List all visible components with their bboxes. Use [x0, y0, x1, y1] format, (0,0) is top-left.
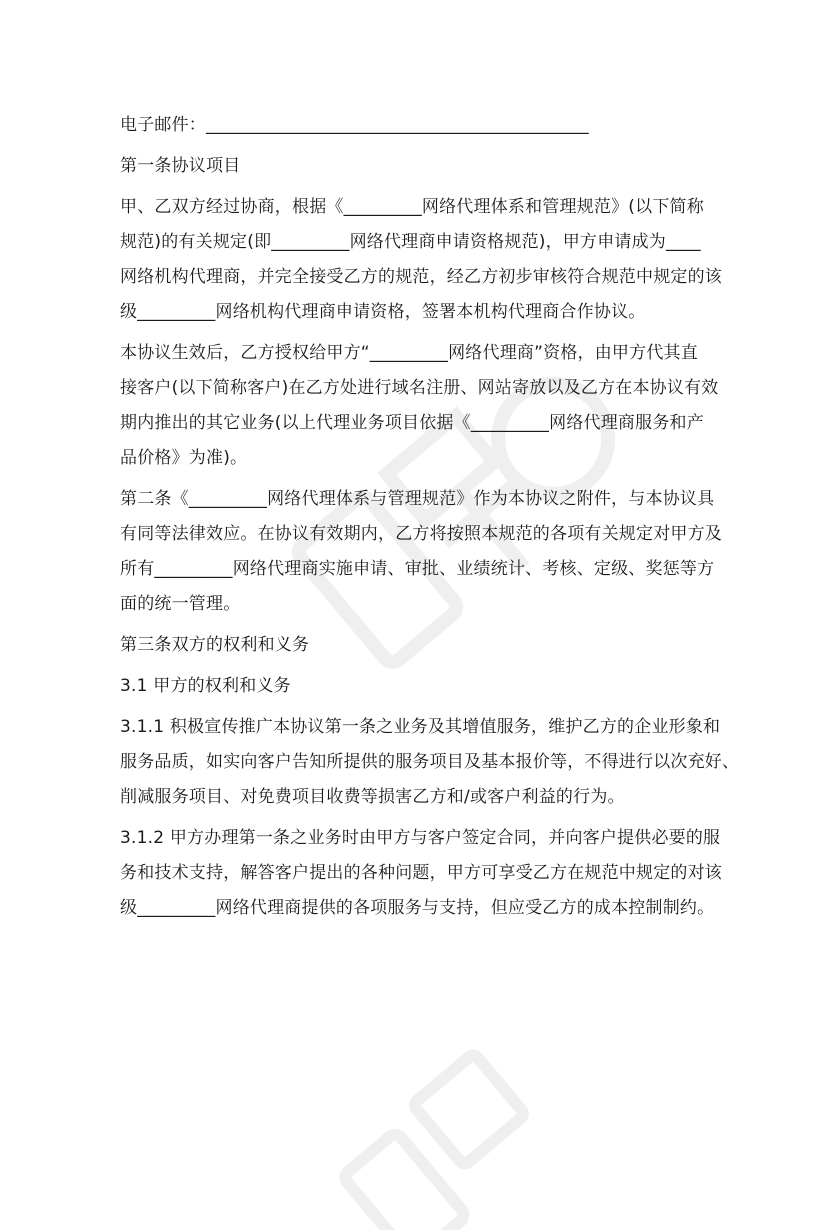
paragraph-line: 品价格》为准)。: [120, 448, 248, 468]
paragraph-line: 3.1.1 积极宣传推广本协议第一条之业务及其增值服务，维护乙方的企业形象和: [120, 717, 721, 737]
paragraph-line: 甲、乙双方经过协商，根据《_________网络代理体系和管理规范》(以下简称: [120, 197, 704, 217]
paragraph-line: 削减服务项目、对免费项目收费等损害乙方和/或客户利益的行为。: [120, 787, 625, 807]
paragraph-line: 级_________网络代理商提供的各项服务与支持，但应受乙方的成本控制制约。: [120, 898, 715, 918]
paragraph-line: 网络机构代理商，并完全接受乙方的规范，经乙方初步审核符合规范中规定的该: [120, 267, 722, 287]
section-3-1-heading: 3.1 甲方的权利和义务: [120, 676, 291, 696]
article-one-heading: 第一条协议项目: [120, 156, 241, 176]
paragraph-line: 规范)的有关规定(即_________网络代理商申请资格规范)，甲方申请成为____: [120, 232, 701, 252]
article-three-heading: 第三条双方的权利和义务: [120, 635, 310, 655]
paragraph-line: 3.1.2 甲方办理第一条之业务时由甲方与客户签定合同，并向客户提供必要的服: [120, 828, 721, 848]
paragraph-line: 期内推出的其它业务(以上代理业务项目依据《_________网络代理商服务和产: [120, 413, 704, 433]
paragraph-line: 服务品质，如实向客户告知所提供的服务项目及基本报价等，不得进行以次充好、: [120, 752, 740, 772]
paragraph-line: 务和技术支持，解答客户提出的各种问题，甲方可享受乙方在规范中规定的对该: [120, 863, 722, 883]
email-line: 电子邮件：____________________________________________: [120, 115, 589, 135]
watermark-graphic-bottom: [300, 1030, 620, 1230]
paragraph-line: 有同等法律效应。在协议有效期内，乙方将按照本规范的各项有关规定对甲方及: [120, 524, 722, 544]
paragraph-line: 所有_________网络代理商实施申请、审批、业绩统计、考核、定级、奖惩等方: [120, 559, 715, 579]
paragraph-line: 面的统一管理。: [120, 594, 241, 614]
paragraph-line: 接客户(以下简称客户)在乙方处进行域名注册、网站寄放以及乙方在本协议有效: [120, 378, 719, 398]
document-body: [120, 108, 740, 926]
paragraph-line: 第二条《_________网络代理体系与管理规范》作为本协议之附件，与本协议具: [120, 489, 715, 509]
paragraph-line: 本协议生效后，乙方授权给甲方“_________网络代理商”资格，由甲方代其直: [120, 343, 698, 363]
paragraph-line: 级_________网络机构代理商申请资格，签署本机构代理商合作协议。: [120, 302, 646, 322]
